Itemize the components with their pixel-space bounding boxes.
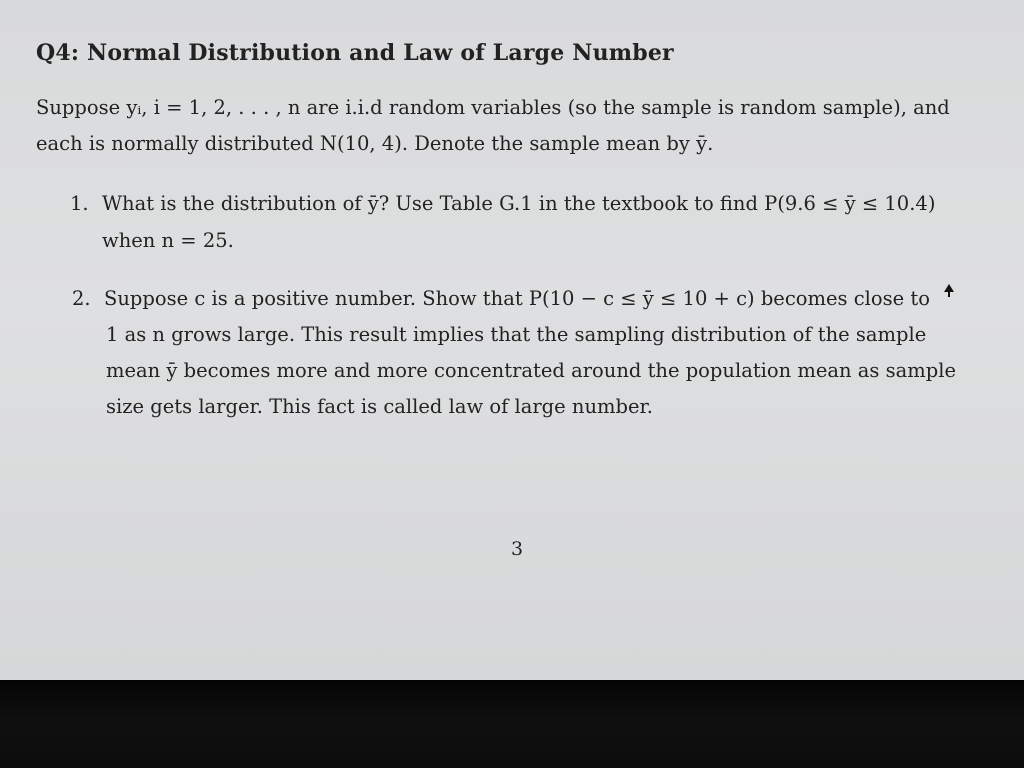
item-text-line: Suppose c is a positive number. Show that P(10 − c ≤ ȳ ≤ 10 + c) becomes close to — [104, 287, 930, 310]
question-title: Q4: Normal Distribution and Law of Large Number — [36, 40, 674, 66]
item-text-line: 1 as n grows large. This result implies that the sampling distribution of the sample — [106, 323, 927, 346]
item-number: 1. — [70, 192, 89, 215]
intro-line-2: each is normally distributed N(10, 4). Denote the sample mean by ȳ. — [36, 132, 714, 155]
item-number: 2. — [72, 287, 91, 310]
mouse-cursor-stem — [948, 291, 950, 297]
item-text-line: mean ȳ becomes more and more concentrated around the population mean as sample — [106, 359, 957, 382]
intro-line-1: Suppose yᵢ, i = 1, 2, . . . , n are i.i.d random variables (so the sample is random sample), and — [36, 96, 950, 119]
page-number: 3 — [511, 538, 524, 560]
item-text-line: when n = 25. — [102, 229, 234, 252]
item-text-line: size gets larger. This fact is called law of large number. — [106, 395, 653, 418]
item-text-line: What is the distribution of ȳ? Use Table G.1 in the textbook to find P(9.6 ≤ ȳ ≤ 10.4) — [102, 192, 936, 215]
monitor-bezel — [0, 680, 1024, 768]
